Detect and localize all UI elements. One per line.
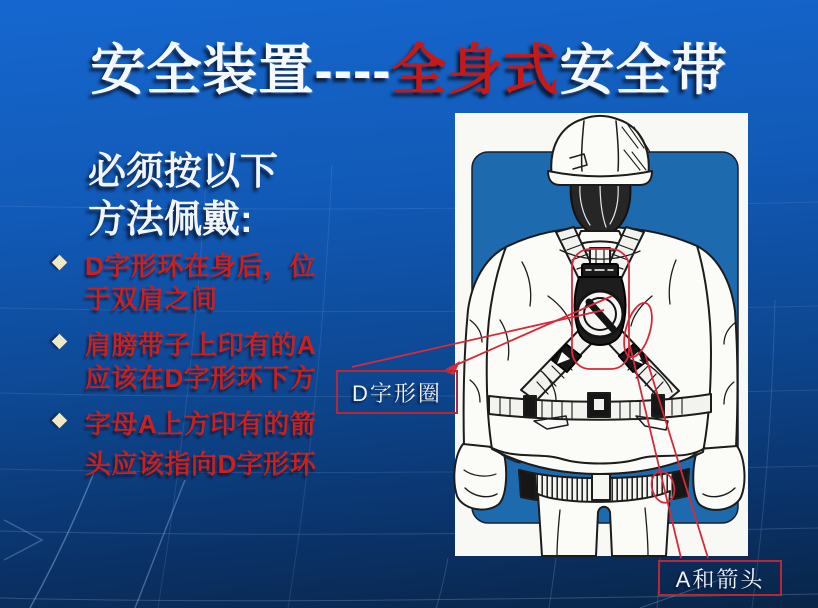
hard-hat: [551, 116, 649, 178]
d-ring: [575, 248, 626, 345]
intro-line-1: 必须按以下: [88, 151, 279, 193]
right-arm: [696, 246, 737, 450]
annotation-line-a-2: [645, 354, 708, 558]
callout-d-ring-text: D字形圈: [352, 380, 442, 406]
hair: [571, 174, 631, 231]
hard-hat-brim: [548, 171, 652, 185]
left-fist: [454, 444, 506, 510]
intro-heading: [88, 148, 278, 244]
callout-a-arrow-text: A和箭头: [675, 566, 765, 592]
right-fist: [693, 446, 744, 510]
illustration-panel: [455, 113, 748, 556]
annotation-line-a-1: [630, 346, 681, 558]
waist-belt: [489, 393, 711, 420]
bullet-text: 应该在D字形环下方: [85, 363, 317, 393]
pocket-right: [636, 416, 668, 430]
diamond-bullet-icon: [52, 255, 68, 271]
collar: [575, 231, 625, 245]
list-item: [52, 408, 402, 481]
annotation-a-outline: [619, 300, 658, 360]
callout-d-ring: [336, 370, 458, 414]
bullet-text: 于双肩之间: [85, 284, 218, 314]
bullet-text: 肩膀带子上印有的A: [85, 330, 317, 360]
title-segment-white-1: 安全装置----: [90, 39, 392, 101]
jacket-hem: [490, 447, 705, 464]
bullet-text: D字形环在身后，位: [85, 251, 317, 281]
title-segment-red: 全身式: [391, 39, 560, 101]
annotation-line-dring-1: [447, 296, 612, 369]
legs: [538, 491, 670, 556]
hip-belt: [519, 469, 689, 504]
strap-arrow-mark-right: [619, 344, 648, 372]
annotation-dring-outline: [572, 249, 629, 369]
lower-straps: [521, 331, 679, 403]
diamond-bullet-icon: [52, 334, 68, 350]
illustration-backdrop: [472, 152, 738, 523]
pocket-left: [534, 416, 568, 429]
title-segment-white-2: 安全带: [559, 39, 728, 101]
annotation-hip-outline: [648, 469, 677, 505]
intro-line-2: 方法佩戴:: [88, 199, 253, 241]
bullet-text: 字母A上方印有的箭: [85, 409, 317, 439]
worker-figure: [454, 116, 744, 556]
torso: [487, 227, 711, 474]
strap-arrow-mark-left: [552, 344, 581, 372]
diamond-bullet-icon: [52, 413, 68, 429]
page-title: [0, 34, 818, 106]
list-item: [52, 250, 402, 316]
left-arm: [464, 247, 506, 449]
shoulder-straps: [556, 227, 644, 279]
callout-a-arrow: [658, 560, 782, 596]
bullet-text: 头应该指向D字形环: [85, 449, 317, 479]
